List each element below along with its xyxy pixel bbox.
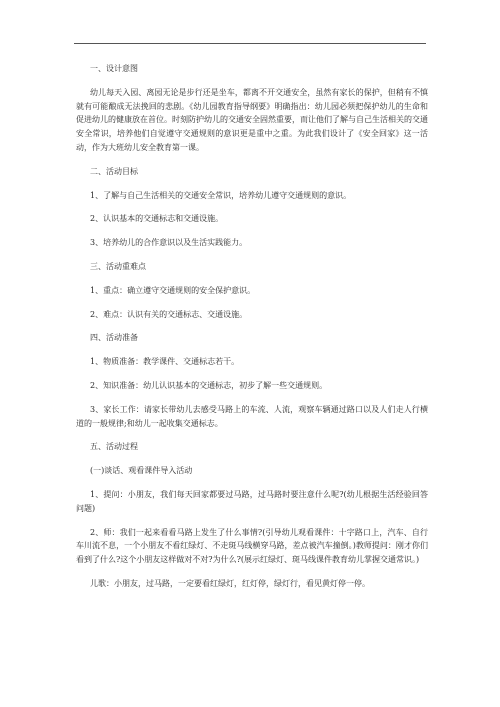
paragraph-material-prep: 1、物质准备：教学课件、交通标志若干。 bbox=[90, 357, 240, 367]
paragraph-design-intent: 幼儿每天入园、离园无论是步行还是坐车，都离不开交通安全，虽然有家长的保护，但稍有不慎就有可能酿成无法挽回的悲剧。《幼儿园教育指导纲要》明确指出：幼儿园必须把保护幼儿的生命和促进幼儿的健康放在首位。时刻防护幼儿的交通安全固然重要，而让他们了解与自己生活相关的交通安全常识，培养他们自觉遵守交通规则的意识更是重中之重。为此我们设计了《安全回家》这一活动，作为大班幼儿安全教育第一课。 bbox=[76, 87, 428, 152]
document-body bbox=[76, 62, 428, 591]
paragraph-key-point: 1、重点：确立遵守交通规则的安全保护意识。 bbox=[90, 285, 256, 295]
section-heading-design-intent: 一、设计意图 bbox=[90, 64, 138, 73]
section-heading-key-points: 三、活动重难点 bbox=[90, 261, 146, 271]
paragraph-process-step-2: 2、师：我们一起来看看马路上发生了什么事情?(引导幼儿观看课件：十字路口上，汽车、自行车川流不息，一个小朋友不看红绿灯、不走斑马线横穿马路，差点被汽车撞倒。)教师提问：刚才你们看到了什么?这个小朋友这样做对不对?为什么?(展示红绿灯、斑马线课件教育幼儿掌握交通常识。) bbox=[76, 527, 428, 565]
paragraph-difficulty: 2、难点：认识有关的交通标志、交通设施。 bbox=[90, 309, 248, 319]
paragraph-goal-3: 3、培养幼儿的合作意识以及生活实践能力。 bbox=[90, 238, 248, 248]
paragraph-process-step-1: 1、提问：小朋友，我们每天回家都要过马路，过马路时要注意什么呢?(幼儿根据生活经验回答问题) bbox=[76, 489, 428, 513]
paragraph-goal-2: 2、认识基本的交通标志和交通设施。 bbox=[90, 214, 224, 224]
header-rule bbox=[74, 43, 426, 44]
paragraph-nursery-rhyme: 儿歌：小朋友，过马路，一定要看红绿灯，红灯停，绿灯行，看见黄灯停一停。 bbox=[90, 578, 370, 588]
paragraph-goal-1: 1、了解与自己生活相关的交通安全常识，培养幼儿遵守交通规则的意识。 bbox=[90, 190, 352, 200]
section-heading-process: 五、活动过程 bbox=[90, 442, 138, 452]
subheading-intro-activity: (一)谈话、观看课件导入活动 bbox=[90, 466, 193, 476]
paragraph-parent-work: 3、家长工作：请家长带幼儿去感受马路上的车流、人流，观察车辆通过路口以及人们走人行横道的一般规律;和幼儿一起收集交通标志。 bbox=[76, 404, 428, 428]
paragraph-knowledge-prep: 2、知识准备：幼儿认识基本的交通标志，初步了解一些交通规则。 bbox=[90, 380, 328, 390]
section-heading-preparation: 四、活动准备 bbox=[90, 333, 138, 343]
section-heading-goals: 二、活动目标 bbox=[90, 166, 138, 176]
